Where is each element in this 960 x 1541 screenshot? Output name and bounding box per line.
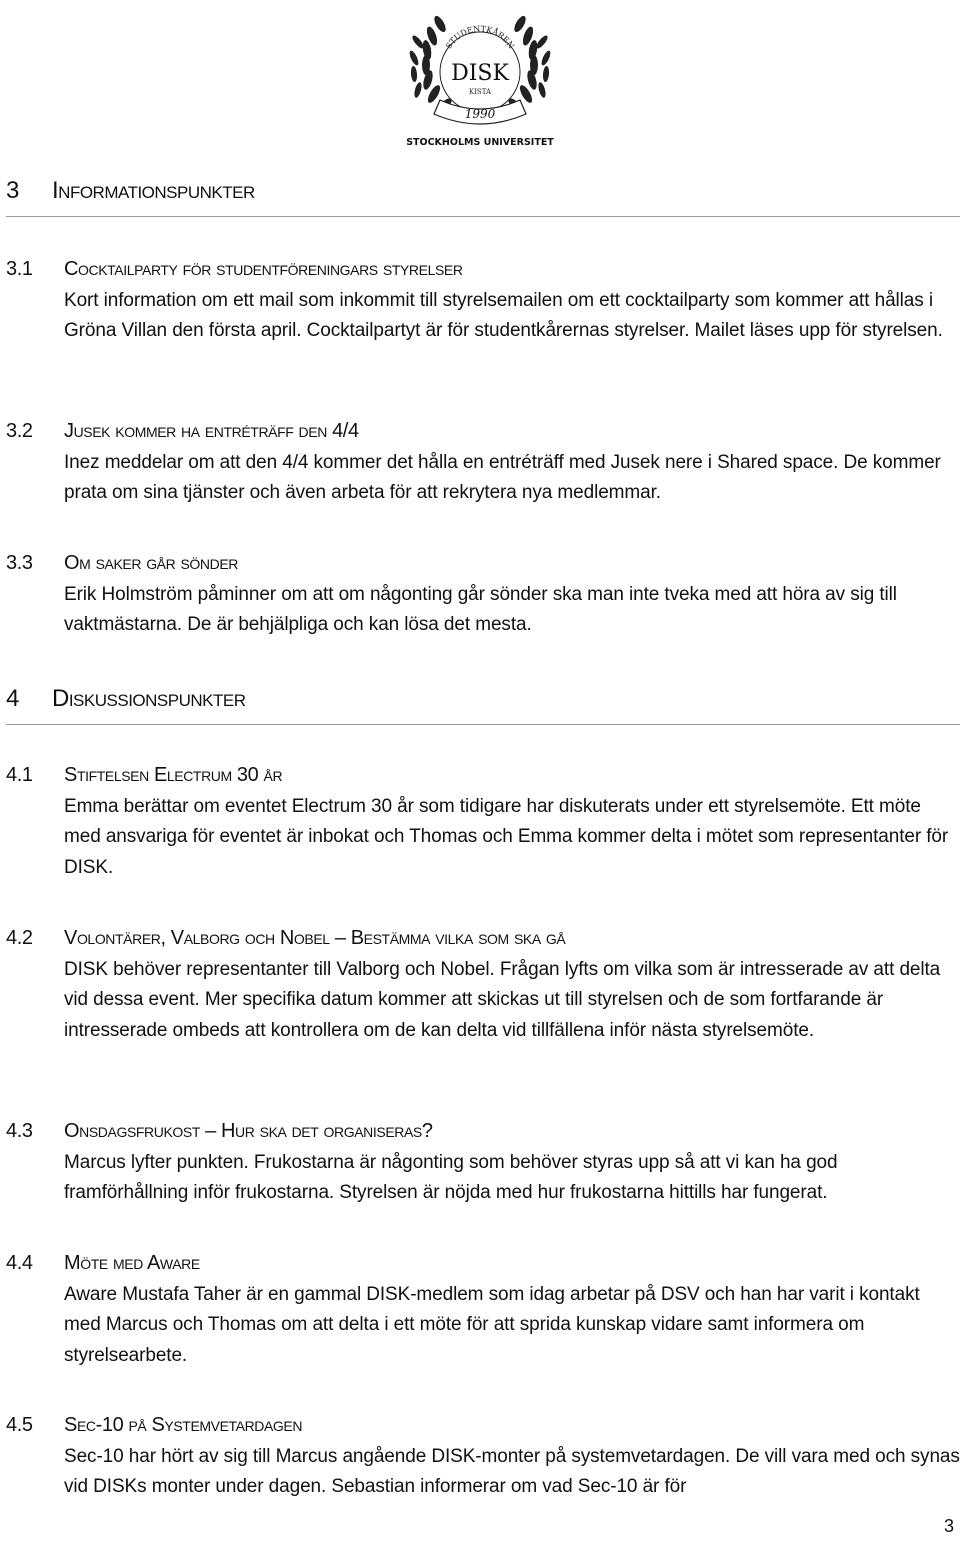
item-heading xyxy=(6,1412,960,1442)
item-number: 3.1 xyxy=(6,258,33,280)
item-heading xyxy=(6,925,960,955)
item-title: Cocktailparty för studentföreningars styrelser xyxy=(64,258,463,280)
item-number: 4.1 xyxy=(6,764,33,786)
item-heading xyxy=(6,418,960,448)
item-number: 3.3 xyxy=(6,552,33,574)
wreath-left xyxy=(408,14,454,116)
item-text: Marcus lyfter punkten. Frukostarna är någonting som behöver styras upp så att vi kan ha god framförhållning inför frukostarna. Styrelsen är nöjda med hur frukostarna hittills har fungerat. xyxy=(64,1152,838,1204)
item-heading xyxy=(6,256,960,286)
logo-place: KISTA xyxy=(468,88,492,96)
item-title: Onsdagsfrukost – Hur ska det organiseras? xyxy=(64,1120,433,1142)
page-number: 3 xyxy=(943,1516,954,1536)
section-heading-4 xyxy=(6,686,960,725)
item-text: Kort information om ett mail som inkommit till styrelsemailen om ett cocktailparty som kommer att hållas i Gröna Villan den första april. Cocktailpartyt är för studentkårernas styrelser. Mailet läses upp för styrelsen. xyxy=(64,290,943,342)
section-number: 4 xyxy=(6,685,19,712)
item-heading xyxy=(6,762,960,792)
item-4-2 xyxy=(6,925,960,1046)
item-title: Volontärer, Valborg och Nobel – Bestämma vilka som ska gå xyxy=(64,927,566,949)
wreath-right xyxy=(506,14,552,116)
item-3-1 xyxy=(6,256,960,347)
item-4-5 xyxy=(6,1412,960,1503)
item-heading xyxy=(6,1250,960,1280)
item-text: DISK behöver representanter till Valborg och Nobel. Frågan lyfts om vilka som är intresserade av att delta vid dessa event. Mer specifika datum kommer att skickas ut till styrelsen och de som fortfarande är intresserade ombeds att kontrollera om de kan delta vid tillfällena inför nästa styrelsemöte. xyxy=(64,959,941,1041)
item-heading xyxy=(6,1118,960,1148)
logo-name: DISK xyxy=(451,61,509,86)
item-heading xyxy=(6,550,960,580)
section-number: 3 xyxy=(6,177,19,204)
item-text: Inez meddelar om att den 4/4 kommer det hålla en entréträff med Jusek nere i Shared space. De kommer prata om sina tjänster och även arbeta för att rekrytera nya medlemmar. xyxy=(64,452,941,504)
section-title: Diskussionspunkter xyxy=(52,685,246,712)
item-4-3 xyxy=(6,1118,960,1209)
item-number: 4.5 xyxy=(6,1414,33,1436)
logo-year: 1990 xyxy=(464,107,496,121)
item-title: Jusek kommer ha entréträff den 4/4 xyxy=(64,420,359,442)
item-text: Erik Holmström påminner om att om någonting går sönder ska man inte tveka med att höra av sig till vaktmästarna. De är behjälpliga och kan lösa det mesta. xyxy=(64,584,897,636)
item-number: 4.4 xyxy=(6,1252,33,1274)
item-text: Aware Mustafa Taher är en gammal DISK-medlem som idag arbetar på DSV och han har varit i kontakt med Marcus och Thomas om att delta i ett möte för att sprida kunskap vidare samt informera om styrelsearbete. xyxy=(64,1284,920,1366)
item-number: 4.3 xyxy=(6,1120,33,1142)
item-4-4 xyxy=(6,1250,960,1371)
logo-arc-text: STUDENTKÅREN xyxy=(444,24,516,51)
item-3-3 xyxy=(6,550,960,641)
item-title: Stiftelsen Electrum 30 år xyxy=(64,764,283,786)
section-heading-3 xyxy=(6,178,960,217)
section-title: Informationspunkter xyxy=(52,177,255,204)
item-title: Sec-10 på Systemvetardagen xyxy=(64,1414,303,1436)
item-number: 4.2 xyxy=(6,927,33,949)
logo-university: STOCKHOLMS UNIVERSITET xyxy=(406,137,554,148)
disk-logo xyxy=(400,2,560,150)
item-3-2 xyxy=(6,418,960,509)
item-text: Emma berättar om eventet Electrum 30 år som tidigare har diskuterats under ett styrelsemöte. Ett möte med ansvariga för eventet är inbokat och Thomas och Emma kommer delta i mötet som representanter för DISK. xyxy=(64,796,949,878)
item-text: Sec-10 har hört av sig till Marcus angående DISK-monter på systemvetardagen. De vill vara med och synas vid DISKs monter under dagen. Sebastian informerar om vad Sec-10 är för xyxy=(64,1446,960,1498)
item-title: Om saker går sönder xyxy=(64,552,238,574)
item-number: 3.2 xyxy=(6,420,33,442)
item-4-1 xyxy=(6,762,960,883)
item-title: Möte med Aware xyxy=(64,1252,200,1274)
